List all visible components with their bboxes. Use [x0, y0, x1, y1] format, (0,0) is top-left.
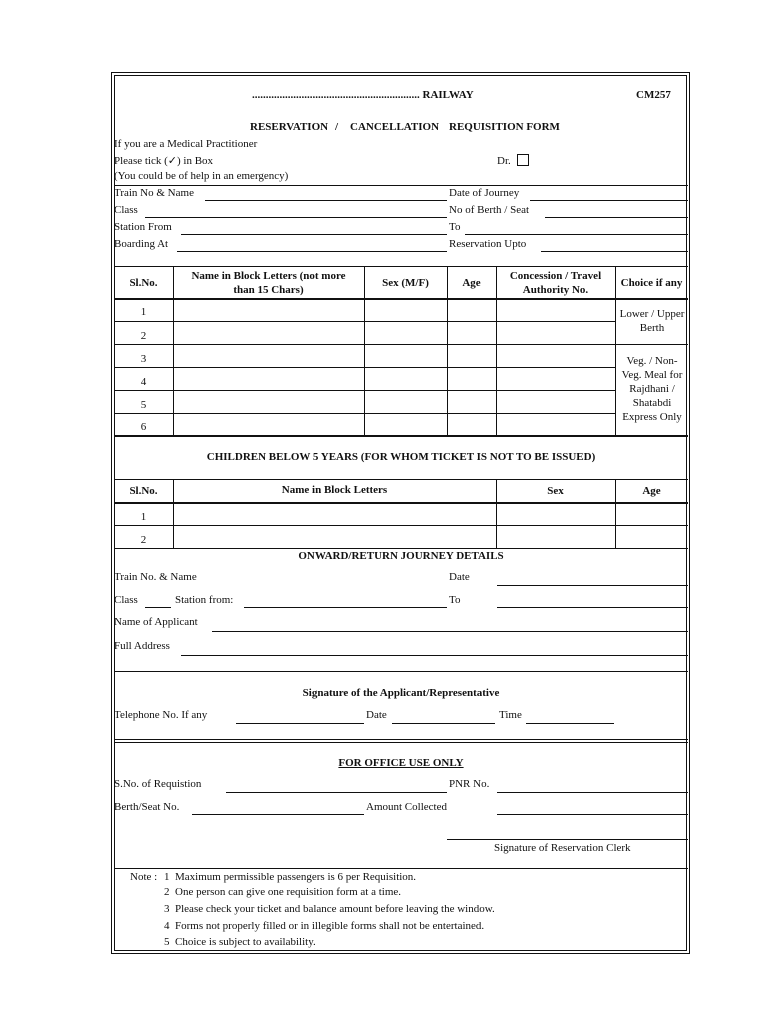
row-divider — [114, 413, 615, 414]
railway-name-field: ............................................................. RAILWAY — [252, 89, 474, 101]
medical-line-2: Please tick (✓) in Box — [114, 155, 214, 167]
full-address-input[interactable] — [181, 655, 688, 656]
col-header-sex: Sex (M/F) — [382, 276, 429, 289]
signature-date-label: Date — [366, 709, 387, 721]
title-requisition-form: REQUISITION FORM — [449, 121, 560, 133]
section-divider — [114, 742, 688, 743]
choice-berth-text: Lower / Upper Berth — [619, 308, 685, 334]
row-divider — [114, 321, 615, 322]
train-no-name-input[interactable] — [205, 200, 447, 201]
onward-to-input[interactable] — [497, 607, 688, 608]
children-section-title: CHILDREN BELOW 5 YEARS (FOR WHOM TICKET IS NOT TO BE ISSUED) — [206, 451, 596, 463]
amount-collected-input[interactable] — [497, 814, 688, 815]
pnr-label: PNR No. — [449, 778, 490, 790]
note-number: 4 — [164, 920, 170, 932]
title-reservation: RESERVATION — [250, 121, 329, 133]
divider — [114, 185, 688, 186]
col-header-concession: Concession / Travel Authority No. — [509, 269, 602, 296]
row-divider — [114, 367, 615, 368]
col-header-age: Age — [462, 276, 481, 289]
note-label: Note : — [130, 871, 158, 883]
amount-collected-label: Amount Collected — [366, 801, 447, 813]
reservation-upto-label: Reservation Upto — [449, 238, 527, 250]
row-divider — [114, 525, 688, 526]
sno-requisition-input[interactable] — [226, 792, 447, 793]
form-code: CM257 — [636, 89, 671, 101]
doctor-checkbox[interactable] — [517, 154, 529, 166]
train-no-name-label: Train No & Name — [114, 187, 194, 199]
title-cancellation: CANCELLATION — [350, 121, 440, 133]
time-input[interactable] — [526, 723, 614, 724]
onward-class-input[interactable] — [145, 607, 171, 608]
time-label: Time — [499, 709, 522, 721]
onward-station-from-input[interactable] — [244, 607, 447, 608]
applicant-name-label: Name of Applicant — [114, 616, 198, 628]
applicant-name-input[interactable] — [212, 631, 688, 632]
note-number: 5 — [164, 936, 170, 948]
berth-seat-input[interactable] — [192, 814, 364, 815]
to-input[interactable] — [465, 234, 688, 235]
date-of-journey-input[interactable] — [530, 200, 688, 201]
sno-requisition-label: S.No. of Requistion — [114, 778, 202, 790]
full-address-label: Full Address — [114, 640, 170, 652]
telephone-input[interactable] — [236, 723, 364, 724]
no-of-berth-label: No of Berth / Seat — [449, 204, 530, 216]
child-row-number: 1 — [140, 511, 147, 523]
section-divider — [114, 739, 688, 740]
class-label: Class — [114, 204, 138, 216]
onward-class-label: Class — [114, 594, 138, 606]
berth-seat-label: Berth/Seat No. — [114, 801, 180, 813]
col-header-name: Name in Block Letters (not more than 15 Chars) — [191, 269, 346, 296]
choice-meal-text: Veg. / Non-Veg. Meal for Rajdhani / Shatabdi Express Only — [621, 355, 683, 423]
signature-title: Signature of the Applicant/Representative — [302, 687, 500, 699]
clerk-signature-line[interactable] — [447, 839, 688, 840]
children-header-divider — [114, 502, 688, 504]
passenger-row-number: 5 — [140, 399, 147, 411]
onward-section-title: ONWARD/RETURN JOURNEY DETAILS — [298, 550, 504, 562]
full-address-input-line-2[interactable] — [114, 671, 688, 672]
note-number: 1 — [164, 871, 170, 883]
note-text: One person can give one requisition form at a time. — [175, 886, 402, 898]
section-divider — [114, 868, 688, 869]
medical-line-3: (You could be of help in an emergency) — [114, 170, 289, 182]
row-divider — [114, 390, 615, 391]
telephone-label: Telephone No. If any — [114, 709, 208, 721]
boarding-at-label: Boarding At — [114, 238, 169, 250]
office-use-title: FOR OFFICE USE ONLY — [338, 757, 464, 769]
col-header-choice: Choice if any — [620, 276, 683, 289]
clerk-signature-label: Signature of Reservation Clerk — [494, 842, 631, 854]
note-number: 3 — [164, 903, 170, 915]
boarding-at-input[interactable] — [177, 251, 447, 252]
children-table-top — [114, 479, 688, 480]
passenger-header-divider — [114, 298, 688, 300]
date-of-journey-label: Date of Journey — [449, 187, 520, 199]
onward-date-input[interactable] — [497, 585, 688, 586]
form-inner-border — [114, 75, 687, 951]
onward-to-label: To — [449, 594, 461, 606]
station-from-input[interactable] — [181, 234, 447, 235]
onward-station-from-label: Station from: — [175, 594, 234, 606]
class-input[interactable] — [145, 217, 447, 218]
no-of-berth-input[interactable] — [545, 217, 688, 218]
medical-line-1: If you are a Medical Practitioner — [114, 138, 258, 150]
note-text: Please check your ticket and balance amount before leaving the window. — [175, 903, 495, 915]
note-text: Choice is subject to availability. — [175, 936, 316, 948]
note-text: Maximum permissible passengers is 6 per Requisition. — [175, 871, 417, 883]
row-divider — [114, 344, 688, 345]
reservation-upto-input[interactable] — [541, 251, 688, 252]
note-text: Forms not properly filled or in illegible forms shall not be entertained. — [175, 920, 485, 932]
passenger-row-number: 1 — [140, 306, 147, 318]
passenger-row-number: 2 — [140, 330, 147, 342]
onward-train-label: Train No. & Name — [114, 571, 197, 583]
child-col-header-name: Name in Block Letters — [281, 484, 388, 496]
passenger-row-number: 4 — [140, 376, 147, 388]
onward-date-label: Date — [449, 571, 470, 583]
station-from-label: Station From — [114, 221, 172, 233]
child-col-header-age: Age — [642, 485, 661, 497]
col-header-slno: Sl.No. — [129, 276, 158, 289]
passenger-table-bottom — [114, 435, 688, 437]
signature-date-input[interactable] — [392, 723, 495, 724]
to-label: To — [449, 221, 461, 233]
child-row-number: 2 — [140, 534, 147, 546]
child-col-header-sex: Sex — [547, 485, 564, 497]
child-col-header-slno: Sl.No. — [129, 485, 158, 497]
title-separator: / — [335, 121, 339, 133]
pnr-input[interactable] — [497, 792, 688, 793]
passenger-row-number: 3 — [140, 353, 147, 365]
dr-label: Dr. — [497, 155, 511, 167]
note-number: 2 — [164, 886, 170, 898]
passenger-row-number: 6 — [140, 421, 147, 433]
